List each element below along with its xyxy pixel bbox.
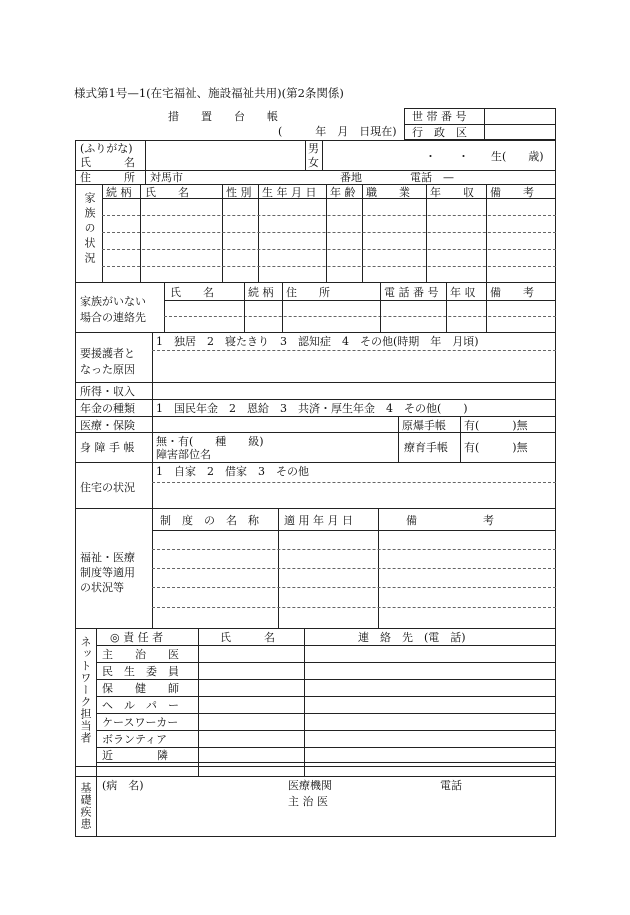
contact-header-name: 氏 名	[170, 286, 214, 299]
role-caseworker: ケースワーカー	[102, 716, 179, 729]
medical-institution-label: 医療機関	[288, 779, 332, 792]
female-label: 女	[308, 156, 319, 169]
rehab-value: 有( )無	[464, 441, 528, 454]
rehab-label: 療育手帳	[404, 441, 448, 454]
banchi-label: 番地	[340, 171, 362, 184]
welfare-header-system: 制 度 の 名 称	[160, 514, 259, 527]
contact-header-notes: 備 考	[490, 286, 534, 299]
date-line: ( 年 月 日現在)	[278, 125, 397, 138]
name-label: 氏 名	[80, 156, 135, 169]
family-header-name: 氏 名	[145, 186, 189, 199]
family-header-relation: 続 柄	[106, 186, 132, 199]
male-label: 男	[308, 142, 319, 155]
network-header-name: 氏 名	[220, 631, 275, 644]
role-volunteer: ボランティア	[102, 733, 168, 746]
document-title: 様式第1号—1(在宅福祉、施設福祉共用)(第2条関係)	[74, 86, 344, 100]
disability-value: 無・有( 種 級)	[156, 435, 264, 448]
reason-detail-field[interactable]	[154, 352, 554, 380]
underlying-disease-label: 基礎疾患	[79, 782, 92, 830]
contact-header-relation: 続 柄	[248, 286, 274, 299]
household-number-label: 世 帯 番 号	[412, 110, 467, 123]
address-value: 対馬市	[150, 171, 183, 184]
contact-header-income: 年 収	[450, 286, 476, 299]
atomic-bomb-value: 有( )無	[464, 419, 528, 432]
medical-field[interactable]	[154, 418, 396, 430]
network-staff-label: ネットワーク担当者	[79, 636, 92, 744]
admin-district-field[interactable]	[486, 126, 554, 139]
contact-header-address: 住 所	[286, 286, 330, 299]
reason-label-line2: なった原因	[80, 363, 135, 376]
contact-header-phone: 電 話 番 号	[384, 286, 439, 299]
role-public-health-nurse: 保 健 師	[102, 682, 179, 695]
register-title: 措 置 台 帳	[168, 110, 278, 123]
address-label: 住 所	[80, 171, 135, 184]
family-header-sex: 性 別	[226, 186, 252, 199]
housing-detail-field[interactable]	[154, 484, 554, 506]
family-header-occupation: 職 業	[366, 186, 410, 199]
name-field[interactable]	[148, 142, 302, 168]
network-rows-area[interactable]	[200, 647, 554, 774]
housing-options: 1 自家 2 借家 3 その他	[156, 465, 309, 478]
network-header-lead: ◎ 責 任 者	[110, 631, 164, 644]
furigana-label: (ふりがな)	[80, 142, 133, 155]
welfare-label-line2: 制度等適用	[80, 566, 135, 579]
phone-label: 電話 —	[410, 171, 454, 184]
income-field[interactable]	[154, 384, 554, 396]
reason-options: 1 独居 2 寝たきり 3 認知症 4 その他(時期 年 月頃)	[156, 335, 479, 348]
pension-options: 1 国民年金 2 恩給 3 共済・厚生年金 4 その他( )	[156, 402, 468, 415]
reason-label-line1: 要援護者と	[80, 347, 135, 360]
network-header-contact: 連 絡 先 (電 話)	[358, 631, 466, 644]
date-of-birth: ・ ・ 生( 歳)	[425, 150, 544, 163]
contact-label-line2: 場合の連絡先	[80, 311, 146, 324]
disease-name-field[interactable]	[100, 796, 280, 834]
role-welfare-commissioner: 民 生 委 員	[102, 665, 179, 678]
housing-label: 住宅の状況	[80, 481, 135, 494]
family-header-income: 年 収	[430, 186, 474, 199]
role-helper: ヘ ル パ ー	[102, 699, 179, 712]
household-number-field[interactable]	[486, 110, 554, 123]
family-header-age: 年 齢	[330, 186, 356, 199]
disease-phone-label: 電話	[440, 779, 462, 792]
role-attending-physician: 主 治 医	[102, 648, 179, 661]
welfare-header-date: 適 用 年 月 日	[284, 514, 353, 527]
family-status-label: 家族の状況	[83, 192, 96, 267]
welfare-header-notes: 備 考	[406, 514, 494, 527]
disability-label: 身 障 手 帳	[80, 441, 135, 454]
family-header-notes: 備 考	[490, 186, 534, 199]
pension-label: 年金の種類	[80, 402, 135, 415]
medical-label: 医療・保険	[80, 419, 135, 432]
disability-site: 障害部位名	[156, 448, 211, 461]
income-label: 所得・収入	[80, 385, 135, 398]
disease-name-label: (病 名)	[102, 779, 144, 792]
contact-label-line1: 家族がいない	[80, 295, 146, 308]
family-header-birthdate: 生 年 月 日	[262, 186, 317, 199]
atomic-bomb-label: 原爆手帳	[402, 419, 446, 432]
role-neighbor: 近 隣	[102, 749, 168, 762]
welfare-rows-area[interactable]	[154, 532, 554, 626]
admin-district-label: 行 政 区	[412, 126, 467, 139]
family-rows-area[interactable]	[104, 200, 554, 280]
welfare-label-line1: 福祉・医療	[80, 551, 135, 564]
attending-doctor-label: 主 治 医	[288, 795, 328, 808]
welfare-label-line3: の状況等	[80, 581, 124, 594]
